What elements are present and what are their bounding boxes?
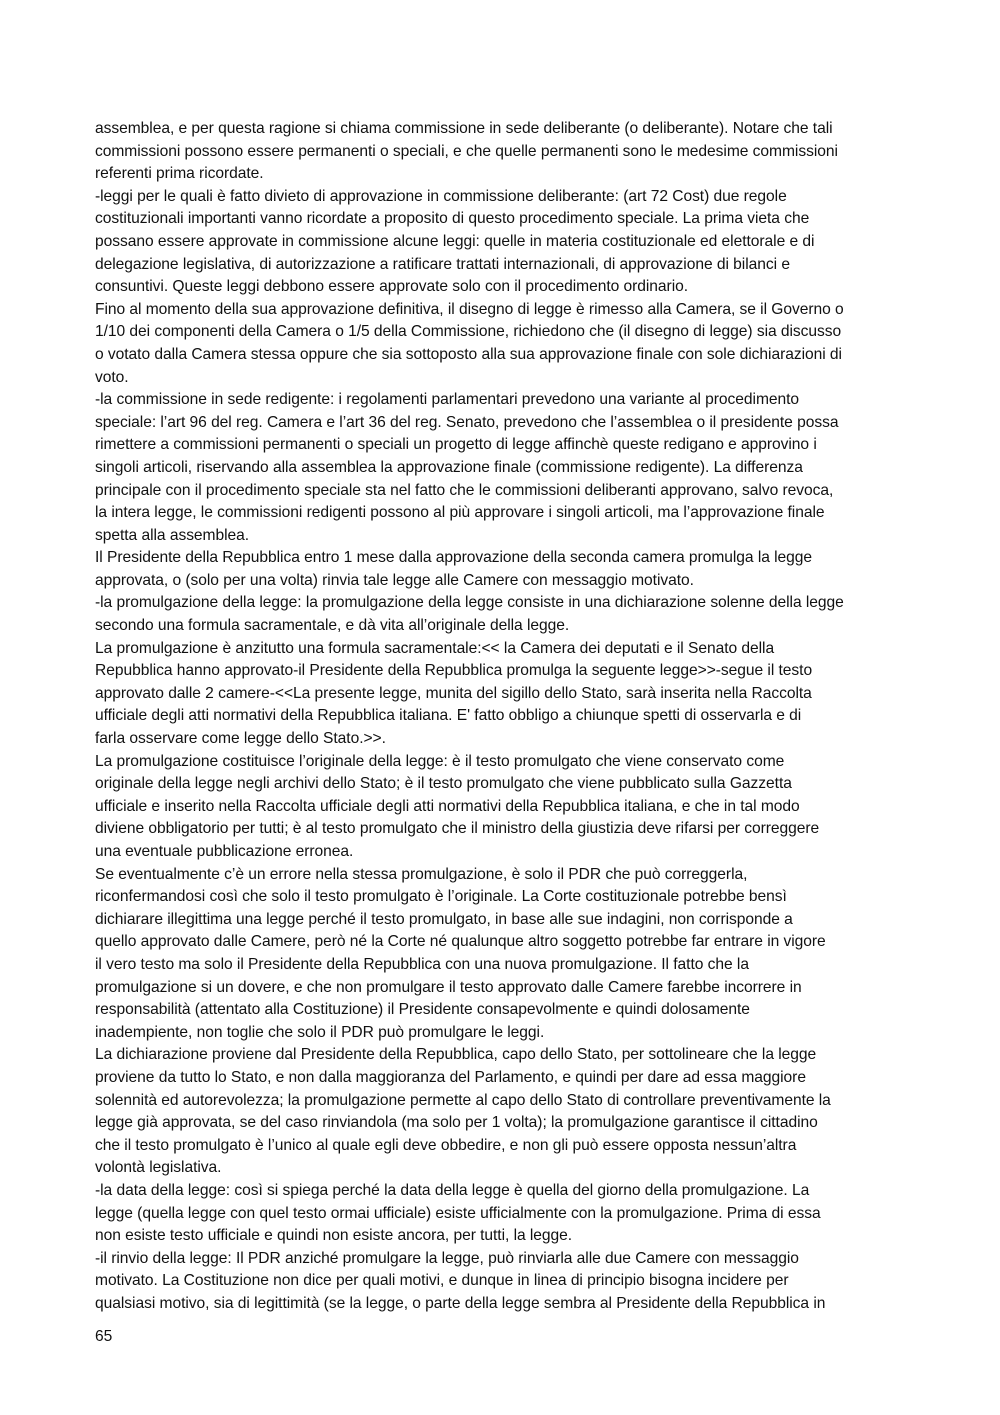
text-line: qualsiasi motivo, sia di legittimità (se la legge, o parte della legge sembra al Presidente della Repubblica in <box>95 1294 826 1312</box>
text-line: promulgazione si un dovere, e che non promulgare il testo approvato dalle Camere farebbe incorrere in <box>95 978 802 996</box>
text-line: -la promulgazione della legge: la promulgazione della legge consiste in una dichiarazione solenne della legge <box>95 594 844 612</box>
text-line: ufficiale e inserito nella Raccolta ufficiale degli atti normativi della Repubblica italiana, e che in tal modo <box>95 797 800 815</box>
text-line: singoli articoli, riservando alla assemblea la approvazione finale (commissione redigente). La differenza <box>95 458 803 476</box>
page-body-text <box>95 118 907 1315</box>
text-line: -leggi per le quali è fatto divieto di approvazione in commissione deliberante: (art 72 Cost) due regole <box>95 187 787 205</box>
text-line: dichiarare illegittima una legge perché il testo promulgato, in base alle sue indagini, non corrisponde a <box>95 910 793 928</box>
text-line: Repubblica hanno approvato-il Presidente della Repubblica promulga la seguente legge>>-segue il testo <box>95 662 813 680</box>
text-line: possano essere approvate in commissione alcune leggi: quelle in materia costituzionale ed elettorale e di <box>95 232 815 250</box>
text-line: volontà legislativa. <box>95 1159 222 1177</box>
text-line: assemblea, e per questa ragione si chiama commissione in sede deliberante (o deliberante). Notare che tali <box>95 120 833 137</box>
text-line: legge (quella legge con quel testo ormai ufficiale) esiste ufficialmente con la promulgazione. Prima di essa <box>95 1204 821 1222</box>
text-line: delegazione legislativa, di autorizzazione a ratificare trattati internazionali, di approvazione di bilanci e <box>95 255 790 273</box>
text-line: quello approvato dalle Camere, però né la Corte né qualunque altro soggetto potrebbe far entrare in vigore <box>95 933 826 951</box>
text-line: consuntivi. Queste leggi debbono essere approvate solo con il procedimento ordinario. <box>95 278 689 296</box>
text-line: approvata, o (solo per una volta) rinvia tale legge alle Camere con messaggio motivato. <box>95 571 694 589</box>
text-line: responsabilità (attentato alla Costituzione) il Presidente consapevolmente e quindi dolosamente <box>95 1001 750 1019</box>
text-line: Il Presidente della Repubblica entro 1 mese dalla approvazione della seconda camera promulga la legge <box>95 549 813 567</box>
text-line: approvato dalle 2 camere-<<La presente legge, munita del sigillo dello Stato, sarà inserita nella Raccolta <box>95 684 812 702</box>
text-line: solennità ed autorevolezza; la promulgazione permette al capo dello Stato di controllare preventivamente la <box>95 1091 831 1109</box>
text-line: secondo una formula sacramentale, e dà vita all’originale della legge. <box>95 617 570 635</box>
text-line: La promulgazione costituisce l’originale della legge: è il testo promulgato che viene conservato come <box>95 752 785 770</box>
text-line: originale della legge negli archivi dello Stato; è il testo promulgato che viene pubblicato sulla Gazzetta <box>95 775 792 793</box>
text-line: non esiste testo ufficiale e quindi non esiste ancora, per tutti, la legge. <box>95 1227 573 1245</box>
text-line: La dichiarazione proviene dal Presidente della Repubblica, capo dello Stato, per sottolineare che la legge <box>95 1046 817 1064</box>
text-line: la intera legge, le commissioni redigenti possono al più approvare i singoli articoli, ma l’approvazione finale <box>95 504 825 522</box>
text-line: referenti prima ricordate. <box>95 165 264 183</box>
text-line: diviene obbligatorio per tutti; è al testo promulgato che il ministro della giustizia deve rifarsi per correggere <box>95 820 820 838</box>
text-line: costituzionali importanti vanno ricordate a proposito di questo procedimento speciale. La prima vieta che <box>95 210 810 228</box>
text-line: ufficiale degli atti normativi della Repubblica italiana. E' fatto obbligo a chiunque spetti di osservarla e di <box>95 707 802 725</box>
text-line: -il rinvio della legge: Il PDR anziché promulgare la legge, può rinviarla alle due Camere con messaggio <box>95 1249 799 1267</box>
text-line: legge già approvata, se del caso rinviandola (ma solo per 1 volta); la promulgazione garantisce il cittadino <box>95 1114 818 1132</box>
text-line: speciale: l’art 96 del reg. Camera e l’art 36 del reg. Senato, prevedono che l’assemblea o il presidente possa <box>95 413 839 431</box>
page-number: 65 <box>95 1328 113 1345</box>
text-line: -la data della legge: così si spiega perché la data della legge è quella del giorno della promulgazione. La <box>95 1181 810 1199</box>
text-line: farla osservare come legge dello Stato.>>. <box>95 730 386 748</box>
text-line: rimettere a commissioni permanenti o speciali un progetto di legge affinchè queste redigano e approvino i <box>95 436 817 454</box>
text-line: voto. <box>95 368 129 386</box>
text-line: inadempiente, non toglie che solo il PDR può promulgare le leggi. <box>95 1023 545 1041</box>
text-line: una eventuale pubblicazione erronea. <box>95 843 354 860</box>
text-line: spetta alla assemblea. <box>95 526 250 544</box>
text-line: -la commissione in sede redigente: i regolamenti parlamentari prevedono una variante al procedimento <box>95 391 800 409</box>
text-line: motivato. La Costituzione non dice per quali motivi, e dunque in linea di principio bisogna incidere per <box>95 1272 789 1290</box>
text-line: Se eventualmente c’è un errore nella stessa promulgazione, è solo il PDR che può correggerla, <box>95 865 748 883</box>
text-line: riconfermandosi così che solo il testo promulgato è l’originale. La Corte costituzionale potrebbe bensì <box>95 888 787 906</box>
text-line: La promulgazione è anzitutto una formula sacramentale:<< la Camera dei deputati e il Senato della <box>95 639 775 657</box>
text-line: il vero testo ma solo il Presidente della Repubblica con una nuova promulgazione. Il fatto che la <box>95 955 749 973</box>
text-line: proviene da tutto lo Stato, e non dalla maggioranza del Parlamento, e quindi per dare ad essa maggiore <box>95 1068 806 1086</box>
text-line: Fino al momento della sua approvazione definitiva, il disegno di legge è rimesso alla Camera, se il Governo o <box>95 300 844 318</box>
text-line: che il testo promulgato è l’unico al quale egli deve obbedire, e non gli può essere opposta nessun’altra <box>95 1136 797 1154</box>
text-line: principale con il procedimento speciale sta nel fatto che le commissioni deliberanti approvano, salvo revoca, <box>95 481 834 499</box>
text-line: 1/10 dei componenti della Camera o 1/5 della Commissione, richiedono che (il disegno di legge) sia discusso <box>95 323 842 341</box>
text-line: o votato dalla Camera stessa oppure che sia sottoposto alla sua approvazione finale con sole dichiarazioni di <box>95 345 842 363</box>
text-line: commissioni possono essere permanenti o speciali, e che quelle permanenti sono le medesime commissioni <box>95 142 838 160</box>
